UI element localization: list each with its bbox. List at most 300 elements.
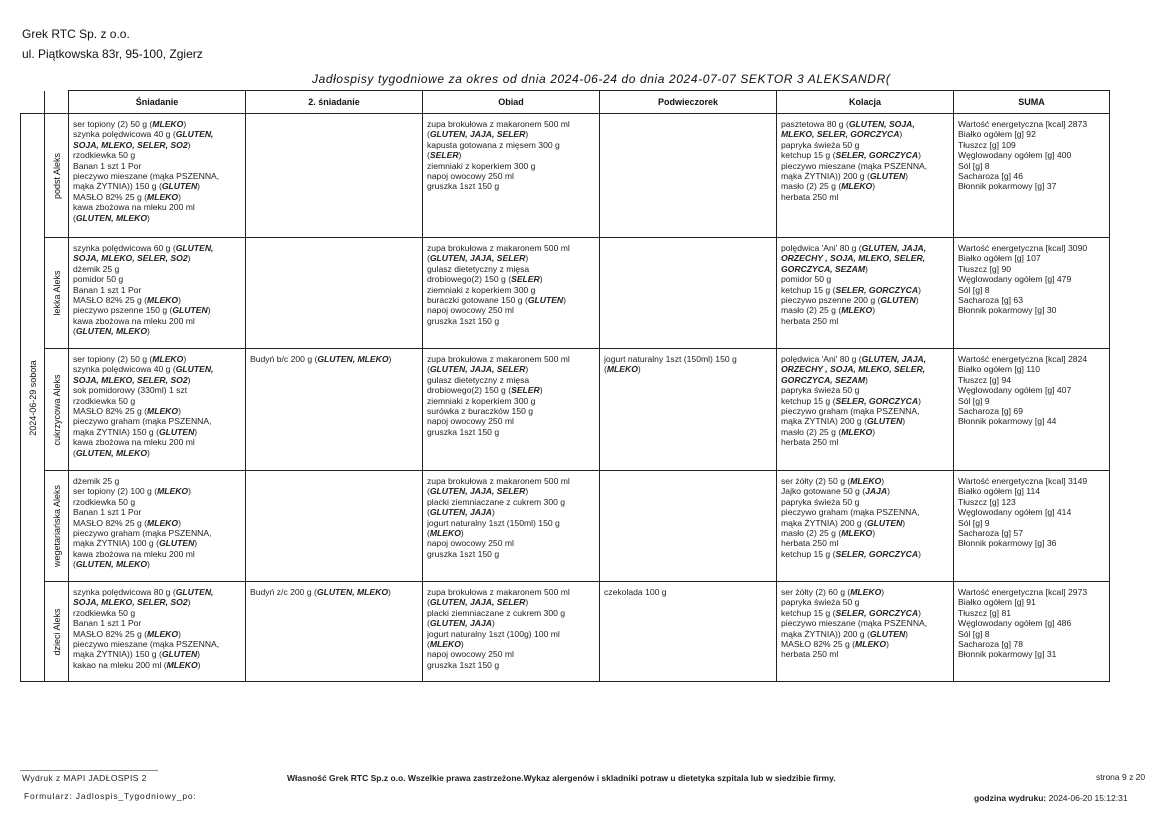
allergen-text: JAJA xyxy=(865,486,888,497)
header-spacer xyxy=(21,91,45,114)
meal-item: jogurt naturalny 1szt (100g) 100 ml xyxy=(427,628,560,639)
meal-item: Tłuszcz [g] 94 xyxy=(958,374,1012,385)
meal-item: surówka z buraczków 150 g xyxy=(427,406,534,417)
meal-item: Węglowodany ogółem [g] 479 xyxy=(958,274,1072,285)
company-name: Grek RTC Sp. z o.o. xyxy=(22,27,130,41)
meal-item: masło (2) 25 g (MLEKO) xyxy=(781,426,876,437)
meal-item: Błonnik pokarmowy [g] 44 xyxy=(958,416,1057,427)
meal-item: papryka świeża 50 g xyxy=(781,496,860,507)
meal-item: pomidor 50 g xyxy=(781,274,832,285)
meal-item: jogurt naturalny 1szt (150ml) 150 g xyxy=(427,517,560,528)
company-address: ul. Piątkowska 83r, 95-100, Zgierz xyxy=(22,47,203,61)
meal-item: masło (2) 25 g (MLEKO) xyxy=(781,528,876,539)
meal-item: MASŁO 82% 25 g (MLEKO) xyxy=(781,639,889,650)
diet-cell xyxy=(45,471,69,582)
meal-item: Sól [g] 8 xyxy=(958,628,990,639)
allergen-text: GLUTEN, MLEKO xyxy=(75,559,148,570)
meal-item: pasztetowa 80 g (GLUTEN, SOJA, xyxy=(781,119,915,129)
meal-item: mąka ŻYTNIA)) 200 g (GLUTEN) xyxy=(781,171,909,182)
day-label: 2024-06-29 sobota xyxy=(27,359,38,436)
allergen-text: GLUTEN xyxy=(869,628,906,639)
meal-item: Białko ogółem [g] 92 xyxy=(958,129,1036,140)
meal-item: papryka świeża 50 g xyxy=(781,597,860,608)
meal-item: mąka ŻYTNIA) 150 g (GLUTEN) xyxy=(73,426,198,437)
company-header xyxy=(22,24,203,64)
meal-cell-obiad xyxy=(423,471,600,582)
meal-item: (MLEKO) xyxy=(427,639,464,650)
document-title: Jadłospisy tygodniowe za okres od dnia 2024-06-24 do dnia 2024-07-07 SEKTOR 3 ALEKSANDR( xyxy=(312,72,891,86)
meal-item: Tłuszcz [g] 123 xyxy=(958,496,1016,507)
meal-cell-suma xyxy=(954,582,1110,682)
allergen-text: SOJA, MLEKO, SELER, SO2 xyxy=(73,374,188,385)
meal-item: SOJA, MLEKO, SELER, SO2) xyxy=(73,253,191,264)
allergen-text: GLUTEN, JAJA, SELER xyxy=(429,486,526,497)
meal-cell-suma xyxy=(954,114,1110,238)
meal-items xyxy=(246,471,422,479)
meal-item: ziemniaki z koperkiem 300 g xyxy=(427,284,536,295)
diet-row xyxy=(21,471,1110,582)
meal-item: Sacharoza [g] 63 xyxy=(958,295,1023,306)
meal-items xyxy=(954,471,1109,552)
meal-items xyxy=(954,114,1109,195)
allergen-text: MLEKO xyxy=(850,587,882,597)
meal-item: (GLUTEN, MLEKO) xyxy=(73,559,150,570)
meal-items xyxy=(600,238,776,246)
day-cell xyxy=(21,114,45,682)
header-spacer xyxy=(45,91,69,114)
meal-items xyxy=(69,471,245,573)
meal-cell-podwieczorek xyxy=(600,471,777,582)
meal-items xyxy=(423,582,599,673)
meal-item: kawa zbożowa na mleku 200 ml xyxy=(73,202,195,213)
meal-item: Budyń z/c 200 g (GLUTEN, MLEKO) xyxy=(250,587,391,597)
meal-item: Banan 1 szt 1 Por xyxy=(73,284,142,295)
meal-item: rzodkiewka 50 g xyxy=(73,496,136,507)
meal-item: placki ziemniaczane z cukrem 300 g xyxy=(427,496,566,507)
meal-items xyxy=(777,238,953,329)
footer-print-time xyxy=(974,793,1128,803)
meal-items xyxy=(600,114,776,122)
col-header-suma: SUMA xyxy=(954,91,1110,114)
header-row xyxy=(21,91,1110,114)
meal-item: papryka świeża 50 g xyxy=(781,139,860,150)
meal-item: SOJA, MLEKO, SELER, SO2) xyxy=(73,374,191,385)
meal-item: ketchup 15 g (SELER, GORCZYCA) xyxy=(781,150,921,161)
col-header-sniadanie: Śniadanie xyxy=(69,91,246,114)
menu-body xyxy=(21,114,1110,682)
diet-label: dzieci Aleks xyxy=(51,607,62,656)
meal-item: mąka ŻYTNIA) 100 g (GLUTEN) xyxy=(73,538,198,549)
allergen-text: SELER, GORCZYCA xyxy=(835,395,919,406)
meal-item: gruszka 1szt 150 g xyxy=(427,426,500,437)
meal-item: gruszka 1szt 150 g xyxy=(427,181,500,192)
meal-item: szynka polędwicowa 80 g (GLUTEN, xyxy=(73,587,214,597)
allergen-text: GLUTEN, MLEKO xyxy=(316,587,389,597)
allergen-text: MLEKO xyxy=(147,406,179,417)
allergen-text: GLUTEN, JAJA xyxy=(429,618,492,629)
meal-item: Sól [g] 8 xyxy=(958,160,990,171)
allergen-text: MLEKO xyxy=(152,119,184,129)
meal-item: (GLUTEN, JAJA) xyxy=(427,618,495,629)
meal-item: herbata 250 ml xyxy=(781,437,839,448)
meal-items xyxy=(246,582,422,600)
meal-item: masło (2) 25 g (MLEKO) xyxy=(781,305,876,316)
meal-item: Tłuszcz [g] 109 xyxy=(958,139,1016,150)
meal-cell-suma xyxy=(954,471,1110,582)
meal-item: (GLUTEN, JAJA) xyxy=(427,507,495,518)
meal-item: napoj owocowy 250 ml xyxy=(427,538,514,549)
meal-item: Węglowodany ogółem [g] 486 xyxy=(958,618,1072,629)
allergen-text: GLUTEN, MLEKO xyxy=(75,212,148,223)
meal-item: ketchup 15 g (SELER, GORCZYCA) xyxy=(781,395,921,406)
allergen-text: GLUTEN xyxy=(158,426,195,437)
meal-item: szynka polędwicowa 60 g (GLUTEN, xyxy=(73,243,214,253)
meal-item: Tłuszcz [g] 81 xyxy=(958,607,1012,618)
meal-item: polędwica 'Ani' 80 g (GLUTEN, JAJA, xyxy=(781,354,927,364)
meal-item: placki ziemniaczane z cukrem 300 g xyxy=(427,607,566,618)
allergen-text: SOJA, MLEKO, SELER, SO2 xyxy=(73,597,188,608)
col-header-obiad: Obiad xyxy=(423,91,600,114)
meal-items xyxy=(600,471,776,479)
meal-item: Białko ogółem [g] 114 xyxy=(958,486,1041,497)
meal-item xyxy=(781,364,950,374)
meal-cell-kolacja xyxy=(777,238,954,349)
meal-item: ziemniaki z koperkiem 300 g xyxy=(427,160,536,171)
meal-cell-2-sniadanie xyxy=(246,114,423,238)
meal-items xyxy=(246,114,422,122)
meal-item: drobiowego(2) 150 g (SELER) xyxy=(427,274,543,285)
meal-cell-kolacja xyxy=(777,582,954,682)
meal-item: Wartość energetyczna [kcal] 2873 xyxy=(958,119,1088,129)
meal-item: SOJA, MLEKO, SELER, SO2) xyxy=(73,597,191,608)
meal-item: ser żółty (2) 60 g (MLEKO) xyxy=(781,587,885,597)
meal-item: pieczywo mieszane (mąka PSZENNA, xyxy=(781,618,928,629)
meal-item: kawa zbożowa na mleku 200 ml xyxy=(73,548,195,559)
allergen-text: MLEKO xyxy=(841,426,873,437)
meal-item: Błonnik pokarmowy [g] 37 xyxy=(958,181,1057,192)
meal-item: jogurt naturalny 1szt (150ml) 150 g xyxy=(604,354,737,364)
meal-item: Budyń b/c 200 g (GLUTEN, MLEKO) xyxy=(250,354,392,364)
meal-item: ketchup 15 g (SELER, GORCZYCA) xyxy=(781,284,921,295)
meal-cell-kolacja xyxy=(777,349,954,471)
allergen-text: MLEKO xyxy=(841,181,873,192)
meal-items xyxy=(69,238,245,340)
meal-item: (GLUTEN, MLEKO) xyxy=(73,447,150,458)
diet-row xyxy=(21,582,1110,682)
meal-cell-obiad xyxy=(423,238,600,349)
meal-item: pieczywo graham (mąka PSZENNA, xyxy=(73,416,212,427)
meal-cell-sniadanie xyxy=(69,582,246,682)
meal-item: ser topiony (2) 100 g (MLEKO) xyxy=(73,486,191,497)
footer-page-number: strona 9 z 20 xyxy=(1096,772,1146,782)
meal-item: Tłuszcz [g] 90 xyxy=(958,263,1012,274)
meal-item: (GLUTEN, MLEKO) xyxy=(73,326,150,337)
allergen-text: GLUTEN, JAJA xyxy=(429,507,492,518)
meal-items xyxy=(246,349,422,367)
allergen-text: GLUTEN, xyxy=(175,129,214,140)
meal-item: ser topiony (2) 50 g (MLEKO) xyxy=(73,119,187,129)
diet-row xyxy=(21,349,1110,471)
meal-item: MASŁO 82% 25 g (MLEKO) xyxy=(73,517,181,528)
meal-item: szynka polędwicowa 40 g (GLUTEN, xyxy=(73,364,214,375)
allergen-text: GLUTEN, JAJA, xyxy=(861,243,927,253)
footer-printout: Wydruk z MAPI JADŁOSPIS 2 xyxy=(22,773,147,783)
meal-item: Białko ogółem [g] 110 xyxy=(958,364,1041,375)
diet-cell xyxy=(45,582,69,682)
meal-item: Węglowodany ogółem [g] 414 xyxy=(958,507,1072,518)
allergen-text: SELER, GORCZYCA xyxy=(835,284,919,295)
print-time-value: 2024-06-20 15:12:31 xyxy=(1048,793,1128,803)
meal-item: ser żółty (2) 50 g (MLEKO) xyxy=(781,476,885,486)
meal-item: Błonnik pokarmowy [g] 31 xyxy=(958,649,1057,660)
meal-cell-2-sniadanie xyxy=(246,471,423,582)
allergen-text: GLUTEN, JAJA, SELER xyxy=(429,253,526,264)
allergen-text: MLEKO xyxy=(152,354,184,364)
col-header-podwieczorek: Podwieczorek xyxy=(600,91,777,114)
meal-item: gulasz dietetyczny z mięsa xyxy=(427,263,530,274)
footer-form: Formularz: Jadlospis_Tygodniowy_po: xyxy=(24,791,197,801)
allergen-text: ORZECHY , SOJA, MLEKO, SELER, xyxy=(781,364,926,375)
meal-item: Sól [g] 9 xyxy=(958,517,990,528)
meal-cell-2-sniadanie xyxy=(246,349,423,471)
meal-cell-kolacja xyxy=(777,114,954,238)
meal-item: GORCZYCA, SEZAM) xyxy=(781,374,868,385)
meal-item: buraczki gotowane 150 g (GLUTEN) xyxy=(427,295,567,306)
meal-item: Banan 1 szt 1 Por xyxy=(73,618,142,629)
meal-item: Błonnik pokarmowy [g] 30 xyxy=(958,305,1057,316)
allergen-text: MLEKO xyxy=(850,476,882,486)
diet-label: podst Aleks xyxy=(51,152,62,199)
meal-item: ketchup 15 g (SELER, GORCZYCA) xyxy=(781,548,921,559)
meal-item: pomidor 50 g xyxy=(73,274,124,285)
meal-item: (GLUTEN, JAJA, SELER) xyxy=(427,486,529,497)
meal-item: mąka ŻYTNIA)) 200 g (GLUTEN) xyxy=(781,628,909,639)
meal-item: Wartość energetyczna [kcal] 3149 xyxy=(958,476,1088,486)
allergen-text: SOJA, MLEKO, SELER, SO2 xyxy=(73,253,188,264)
meal-item: napoj owocowy 250 ml xyxy=(427,649,514,660)
allergen-text: MLEKO xyxy=(429,528,461,539)
allergen-text: MLEKO xyxy=(841,528,873,539)
meal-item: Banan 1 szt 1 Por xyxy=(73,507,142,518)
meal-item: polędwica 'Ani' 80 g (GLUTEN, JAJA, xyxy=(781,243,927,253)
meal-item: rzodkiewka 50 g xyxy=(73,150,136,161)
allergen-text: GLUTEN xyxy=(527,295,564,306)
diet-cell xyxy=(45,114,69,238)
allergen-text: MLEKO xyxy=(147,295,179,306)
meal-item: mąka ŻYTNIA) 200 g (GLUTEN) xyxy=(781,416,906,427)
print-time-label: godzina wydruku: xyxy=(974,793,1047,803)
meal-cell-sniadanie xyxy=(69,238,246,349)
meal-items xyxy=(777,114,953,205)
meal-item: kakao na mleku 200 ml (MLEKO) xyxy=(73,659,201,670)
allergen-text: SELER xyxy=(429,150,459,161)
diet-cell xyxy=(45,349,69,471)
allergen-text: GLUTEN, xyxy=(175,243,214,253)
allergen-text: GLUTEN xyxy=(866,517,903,528)
allergen-text: GLUTEN xyxy=(866,416,903,427)
allergen-text: MLEKO, SELER, GORCZYCA xyxy=(781,129,900,140)
meal-item: (GLUTEN, JAJA, SELER) xyxy=(427,129,529,140)
meal-items xyxy=(246,238,422,246)
meal-items xyxy=(954,349,1109,430)
diet-row xyxy=(21,114,1110,238)
meal-item: Sacharoza [g] 57 xyxy=(958,528,1023,539)
meal-item: Sacharoza [g] 69 xyxy=(958,406,1023,417)
meal-cell-sniadanie xyxy=(69,349,246,471)
meal-items xyxy=(600,582,776,600)
meal-cell-obiad xyxy=(423,349,600,471)
meal-items xyxy=(600,349,776,378)
meal-item: zupa brokułowa z makaronem 500 ml xyxy=(427,587,570,597)
footer-rule xyxy=(20,770,158,771)
meal-items xyxy=(777,349,953,451)
meal-items xyxy=(423,471,599,562)
allergen-text: GLUTEN xyxy=(161,181,198,192)
meal-item: napoj owocowy 250 ml xyxy=(427,305,514,316)
allergen-text: GLUTEN, MLEKO xyxy=(75,447,148,458)
meal-item: mąka ŻYTNIA)) 150 g (GLUTEN) xyxy=(73,649,201,660)
meal-item: pieczywo graham (mąka PSZENNA, xyxy=(781,507,920,518)
allergen-text: GORCZYCA, SEZAM xyxy=(781,374,866,385)
allergen-text: MLEKO xyxy=(841,305,873,316)
allergen-text: GLUTEN, JAJA, SELER xyxy=(429,129,526,140)
meal-cell-podwieczorek xyxy=(600,114,777,238)
meal-item: MASŁO 82% 25 g (MLEKO) xyxy=(73,628,181,639)
meal-item: zupa brokułowa z makaronem 500 ml xyxy=(427,476,570,486)
meal-item: gulasz dietetyczny z mięsa xyxy=(427,374,530,385)
meal-item: GORCZYCA, SEZAM) xyxy=(781,263,868,274)
meal-item: Sól [g] 8 xyxy=(958,284,990,295)
meal-item: drobiowego(2) 150 g (SELER) xyxy=(427,385,543,396)
meal-item: (GLUTEN, JAJA, SELER) xyxy=(427,253,529,264)
meal-items xyxy=(423,114,599,195)
meal-item xyxy=(781,253,950,263)
diet-cell xyxy=(45,238,69,349)
allergen-text: MLEKO xyxy=(157,486,189,497)
meal-item: Sól [g] 9 xyxy=(958,395,990,406)
meal-item: szynka polędwicowa 40 g (GLUTEN, xyxy=(73,129,214,140)
allergen-text: ORZECHY , SOJA, MLEKO, SELER, xyxy=(781,253,926,264)
allergen-text: GLUTEN, MLEKO xyxy=(75,326,148,337)
meal-item: Wartość energetyczna [kcal] 2824 xyxy=(958,354,1088,364)
meal-item: napoj owocowy 250 ml xyxy=(427,171,514,182)
meal-item: gruszka 1szt 150 g xyxy=(427,659,500,670)
diet-label: cukrzycowa Aleks xyxy=(51,373,62,446)
meal-item: masło (2) 25 g (MLEKO) xyxy=(781,181,876,192)
meal-item: Jajko gotowane 50 g (JAJA) xyxy=(781,486,890,497)
allergen-text: MLEKO xyxy=(855,639,887,650)
meal-item: ziemniaki z koperkiem 300 g xyxy=(427,395,536,406)
meal-item: (MLEKO) xyxy=(427,528,464,539)
meal-cell-podwieczorek xyxy=(600,582,777,682)
meal-item: MASŁO 82% 25 g (MLEKO) xyxy=(73,191,181,202)
menu-table xyxy=(20,90,1110,682)
meal-items xyxy=(69,114,245,226)
meal-cell-obiad xyxy=(423,114,600,238)
meal-item: kawa zbożowa na mleku 200 ml xyxy=(73,437,195,448)
meal-cell-obiad xyxy=(423,582,600,682)
meal-item: herbata 250 ml xyxy=(781,649,839,660)
allergen-text: SELER, GORCZYCA xyxy=(835,150,919,161)
meal-item: pieczywo graham (mąka PSZENNA, xyxy=(73,528,212,539)
allergen-text: GLUTEN xyxy=(880,295,916,306)
diet-label: wegetariańska Aleks xyxy=(51,484,62,568)
meal-item: Węglowodany ogółem [g] 400 xyxy=(958,150,1072,161)
meal-item: ketchup 15 g (SELER, GORCZYCA) xyxy=(781,607,921,618)
meal-cell-sniadanie xyxy=(69,471,246,582)
footer-rights: Własność Grek RTC Sp.z o.o. Wszelkie prawa zastrzeżone.Wykaz alergenów i skladniki potraw u dietetyka szpitala lub w siedzibie firmy. xyxy=(287,773,836,783)
meal-item: zupa brokułowa z makaronem 500 ml xyxy=(427,354,570,364)
meal-items xyxy=(423,238,599,329)
meal-item: Sacharoza [g] 78 xyxy=(958,639,1023,650)
meal-item: Wartość energetyczna [kcal] 3090 xyxy=(958,243,1088,253)
meal-item: kapusta gotowana z mięsem 300 g xyxy=(427,139,560,150)
allergen-text: SELER xyxy=(511,385,540,396)
meal-items xyxy=(954,238,1109,319)
meal-item: rzodkiewka 50 g xyxy=(73,395,136,406)
allergen-text: GLUTEN, JAJA, SELER xyxy=(429,364,526,375)
allergen-text: MLEKO xyxy=(147,191,179,202)
meal-item: papryka świeża 50 g xyxy=(781,385,860,396)
meal-item: MLEKO, SELER, GORCZYCA) xyxy=(781,129,903,140)
allergen-text: SELER, GORCZYCA xyxy=(835,548,919,559)
meal-item: zupa brokułowa z makaronem 500 ml xyxy=(427,243,570,253)
meal-items xyxy=(777,582,953,663)
meal-items xyxy=(69,582,245,673)
meal-cell-2-sniadanie xyxy=(246,238,423,349)
allergen-text: GLUTEN, xyxy=(175,364,214,375)
meal-item: kawa zbożowa na mleku 200 ml xyxy=(73,315,195,326)
meal-item: pieczywo mieszane (mąka PSZENNA, xyxy=(73,171,220,182)
meal-item: dżemik 25 g xyxy=(73,263,120,274)
allergen-text: SELER xyxy=(511,274,540,285)
allergen-text: GORCZYCA, SEZAM xyxy=(781,263,866,274)
allergen-text: MLEKO xyxy=(147,517,179,528)
meal-cell-kolacja xyxy=(777,471,954,582)
meal-item: Białko ogółem [g] 107 xyxy=(958,253,1041,264)
meal-item: SOJA, MLEKO, SELER, SO2) xyxy=(73,139,191,150)
allergen-text: MLEKO xyxy=(166,659,198,670)
allergen-text: GLUTEN xyxy=(161,649,198,660)
meal-item: ser topiony (2) 50 g (MLEKO) xyxy=(73,354,187,364)
meal-item: herbata 250 ml xyxy=(781,315,839,326)
meal-item: napoj owocowy 250 ml xyxy=(427,416,514,427)
meal-item: (SELER) xyxy=(427,150,462,161)
allergen-text: MLEKO xyxy=(606,364,638,375)
meal-item: herbata 250 ml xyxy=(781,538,839,549)
meal-item: rzodkiewka 50 g xyxy=(73,607,136,618)
meal-item: herbata 250 ml xyxy=(781,191,839,202)
meal-item: Wartość energetyczna [kcal] 2973 xyxy=(958,587,1088,597)
meal-item: mąka ŻYTNIA)) 150 g (GLUTEN) xyxy=(73,181,201,192)
meal-item: MASŁO 82% 25 g (MLEKO) xyxy=(73,295,181,306)
meal-items xyxy=(954,582,1109,663)
meal-item: pieczywo mieszane (mąka PSZENNA, xyxy=(781,160,928,171)
allergen-text: GLUTEN, xyxy=(175,587,214,597)
meal-item: gruszka 1szt 150 g xyxy=(427,548,500,559)
meal-item: pieczywo pszenne 200 g (GLUTEN) xyxy=(781,295,919,306)
meal-item: pieczywo mieszane (mąka PSZENNA, xyxy=(73,639,220,650)
meal-item: pieczywo pszenne 150 g (GLUTEN) xyxy=(73,305,211,316)
allergen-text: GLUTEN, JAJA, SELER xyxy=(429,597,526,608)
meal-item: (GLUTEN, MLEKO) xyxy=(73,212,150,223)
allergen-text: MLEKO xyxy=(429,639,461,650)
meal-item: (GLUTEN, JAJA, SELER) xyxy=(427,364,529,375)
col-header-2-sniadanie: 2. śniadanie xyxy=(246,91,423,114)
allergen-text: GLUTEN xyxy=(158,538,195,549)
meal-item: dżemik 25 g xyxy=(73,476,120,486)
meal-items xyxy=(777,471,953,562)
